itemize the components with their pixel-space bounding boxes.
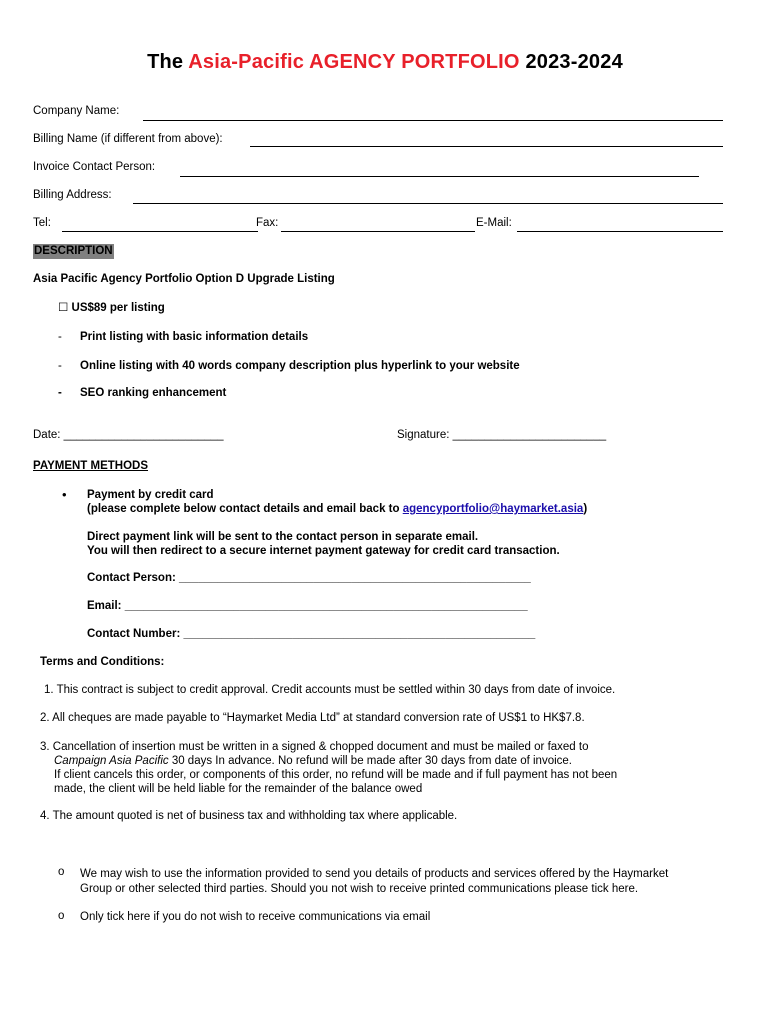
option-title: Asia Pacific Agency Portfolio Option D Upgrade Listing (33, 273, 335, 285)
payment-instruction (87, 502, 587, 516)
feature-item: SEO ranking enhancement (80, 387, 227, 399)
feature-item: Print listing with basic information details (80, 331, 309, 343)
billing-address-field[interactable] (133, 203, 723, 204)
term-item: 1. This contract is subject to credit approval. Credit accounts must be settled within 30 days from date of invoice. (44, 684, 616, 696)
price-label: US$89 per listing (71, 302, 165, 314)
company-name-field[interactable] (143, 120, 723, 121)
feature-item: Online listing with 40 words company description plus hyperlink to your website (80, 360, 520, 372)
tel-label: Tel: (33, 217, 51, 229)
contact-number-field[interactable]: Contact Number: _______________________________________________________ (87, 628, 536, 640)
direct-payment-line: You will then redirect to a secure internet payment gateway for credit card transaction. (87, 545, 560, 557)
title-year: 2023-2024 (519, 51, 623, 73)
instruction-prefix: (please complete below contact details and email back to (87, 503, 403, 515)
communication-text: We may wish to use the information provided to send you details of products and services offered by the Haymarket (80, 868, 669, 880)
tel-field[interactable] (62, 231, 258, 232)
feature-dash: - (58, 360, 62, 372)
description-heading: DESCRIPTION (34, 245, 113, 257)
term-item-continued (54, 754, 572, 768)
communication-text: Only tick here if you do not wish to receive communications via email (80, 911, 431, 923)
term-text: 30 days In advance. No refund will be made after 30 days from date of invoice. (168, 755, 572, 767)
price-checkbox[interactable]: ☐ (58, 302, 69, 314)
payment-method: Payment by credit card (87, 489, 214, 501)
payment-email-field[interactable]: Email: _______________________________________________________________ (87, 600, 528, 612)
fax-label: Fax: (256, 217, 279, 229)
title-highlight: Asia-Pacific AGENCY PORTFOLIO (188, 51, 520, 73)
invoice-contact-label: Invoice Contact Person: (33, 161, 156, 173)
term-item: 4. The amount quoted is net of business tax and withholding tax where applicable. (40, 810, 458, 822)
billing-name-field[interactable] (250, 146, 723, 147)
terms-heading: Terms and Conditions: (40, 656, 165, 668)
email-field[interactable] (517, 231, 723, 232)
company-name-label: Company Name: (33, 105, 120, 117)
feature-dash: - (58, 331, 62, 343)
price-option (58, 300, 165, 314)
fax-field[interactable] (281, 231, 475, 232)
instruction-suffix: ) (583, 503, 588, 515)
direct-payment-line: Direct payment link will be sent to the contact person in separate email. (87, 531, 479, 543)
title-prefix: The (147, 51, 189, 73)
payment-methods-heading: PAYMENT METHODS (33, 460, 149, 472)
payment-bullet: • (62, 487, 67, 502)
signature-field[interactable]: Signature: ________________________ (397, 429, 607, 441)
billing-address-label: Billing Address: (33, 189, 112, 201)
invoice-contact-field[interactable] (180, 176, 699, 177)
date-field[interactable]: Date: _________________________ (33, 429, 224, 441)
page-title (0, 51, 770, 74)
campaign-asia-pacific: Campaign Asia Pacific (54, 755, 169, 767)
email-link[interactable]: agencyportfolio@haymarket.asia (402, 503, 584, 515)
contact-person-field[interactable]: Contact Person: _______________________________________________________ (87, 572, 531, 584)
term-item-continued: If client cancels this order, or components of this order, no refund will be made and if full payment has not been (54, 769, 618, 781)
communication-text: Group or other selected third parties. Should you not wish to receive printed communications please tick here. (80, 883, 639, 895)
term-item-continued: made, the client will be held liable for the remainder of the balance owed (54, 783, 423, 795)
billing-name-label: Billing Name (if different from above): (33, 133, 223, 145)
term-item: 3. Cancellation of insertion must be written in a signed & chopped document and must be mailed or faxed to (40, 741, 589, 753)
term-item: 2. All cheques are made payable to “Haymarket Media Ltd” at standard conversion rate of US$1 to HK$7.8. (40, 712, 585, 724)
communication-checkbox[interactable]: o (58, 910, 65, 922)
communication-checkbox[interactable]: o (58, 866, 65, 878)
email-label: E-Mail: (476, 217, 512, 229)
feature-dash: - (58, 387, 62, 399)
